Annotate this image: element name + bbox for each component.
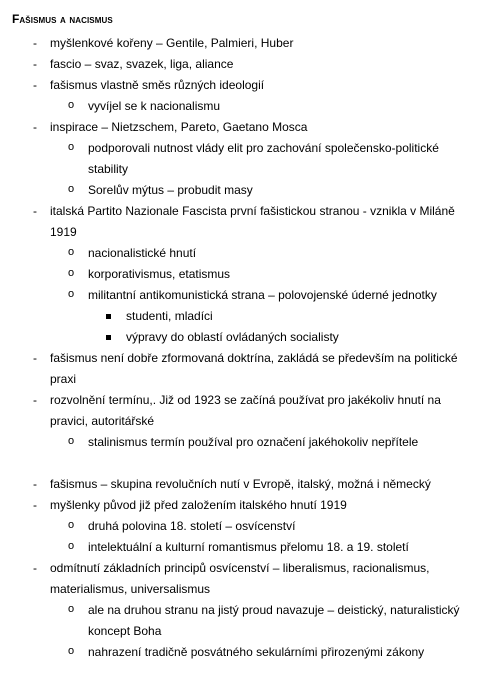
sub-list-item: o korporativismus, etatismus (12, 264, 479, 285)
sub-list-item: o Sorelův mýtus – probudit masy (12, 180, 479, 201)
list-item: - odmítnutí základních principů osvícenství – liberalismus, racionalismus, materialismus, universalismus (12, 558, 479, 600)
list-item: - fašismus – skupina revolučních nutí v Evropě, italský, možná i německý (12, 474, 479, 495)
sub-sub-list-item: výpravy do oblastí ovládaných socialisty (12, 327, 479, 348)
list-item: - myšlenky původ již před založením italského hnutí 1919 (12, 495, 479, 516)
list-item: - fašismus není dobře zformovaná doktrína, zakládá se především na politické praxi (12, 348, 479, 390)
list-item: - italská Partito Nazionale Fascista první fašistickou stranou - vznikla v Miláně 1919 (12, 201, 479, 243)
list-item: - fašismus vlastně směs různých ideologií (12, 75, 479, 96)
sub-list-item: o podporovali nutnost vlády elit pro zachování společensko-politické stability (12, 138, 479, 180)
list-item: - myšlenkové kořeny – Gentile, Palmieri, Huber (12, 33, 479, 54)
list-item: - inspirace – Nietzschem, Pareto, Gaetano Mosca (12, 117, 479, 138)
sub-list-item: o vyvíjel se k nacionalismu (12, 96, 479, 117)
list-item: - rozvolnění termínu,. Již od 1923 se začíná používat pro jakékoliv hnutí na pravici, autoritářské (12, 390, 479, 432)
list-item: - fascio – svaz, svazek, liga, aliance (12, 54, 479, 75)
sub-list-item: o intelektuální a kulturní romantismus přelomu 18. a 19. století (12, 537, 479, 558)
sub-list-item: o druhá polovina 18. století – osvícenství (12, 516, 479, 537)
sub-list-item: o militantní antikomunistická strana – polovojenské úderné jednotky (12, 285, 479, 306)
document-title: Fašismus a nacismus (12, 12, 113, 26)
sub-list-item: o ale na druhou stranu na jistý proud navazuje – deistický, naturalistický koncept Boha (12, 600, 479, 642)
sub-sub-list-item: studenti, mladíci (12, 306, 479, 327)
sub-list-item: o nacionalistické hnutí (12, 243, 479, 264)
blank-line (12, 453, 479, 474)
outline-list (12, 33, 479, 663)
sub-list-item: o nahrazení tradičně posvátného sekulárními přirozenými zákony (12, 642, 479, 663)
sub-list-item: o stalinismus termín používal pro označení jakéhokoliv nepřítele (12, 432, 479, 453)
